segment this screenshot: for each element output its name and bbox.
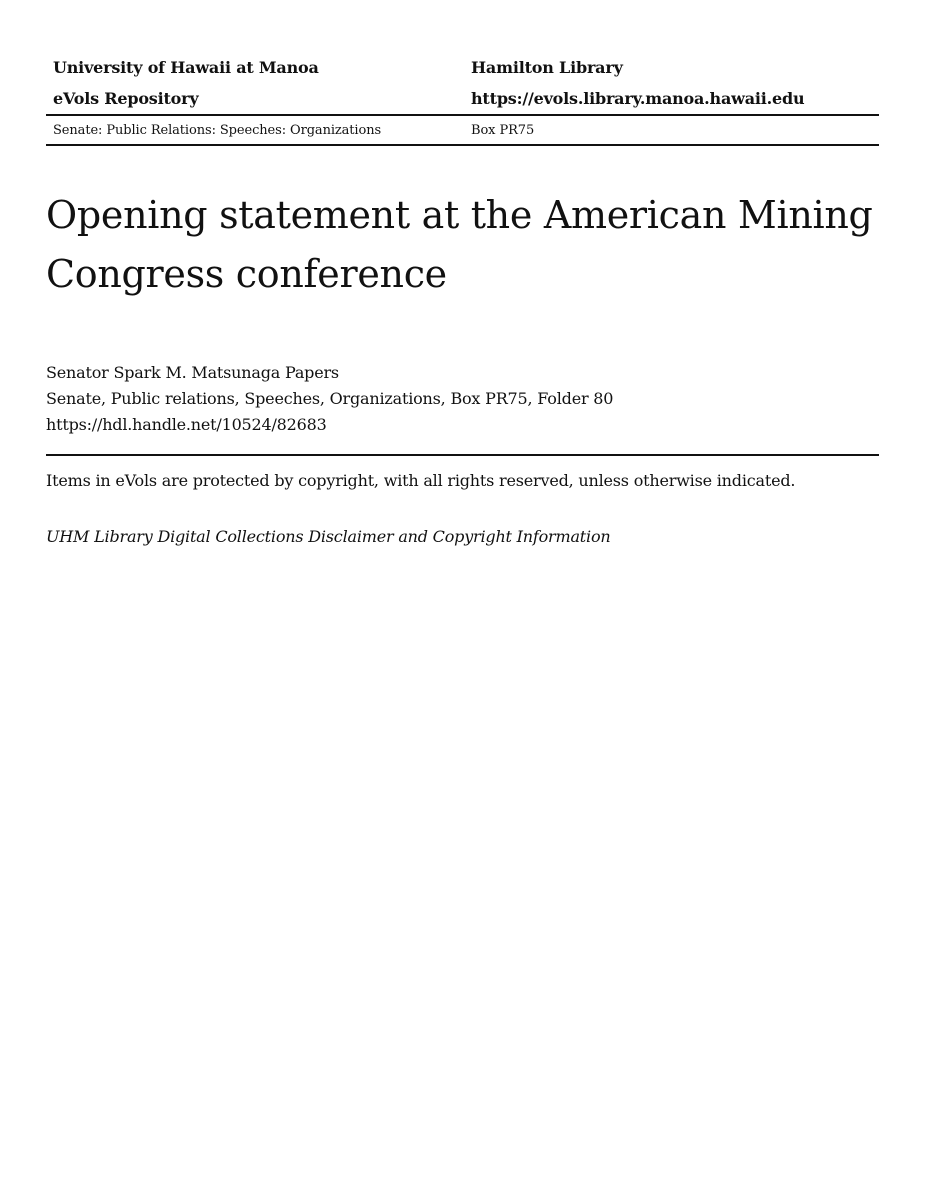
document-title: Opening statement at the American Mining Congress conference: [46, 193, 873, 296]
copyright-notice: Items in eVols are protected by copyright, with all rights reserved, unless otherwise indicated.: [46, 471, 796, 490]
section-divider: [46, 454, 879, 456]
repository-url-link[interactable]: https://evols.library.manoa.hawaii.edu: [471, 89, 805, 108]
handle-link[interactable]: https://hdl.handle.net/10524/82683: [46, 415, 327, 434]
institution-name: University of Hawaii at Manoa: [53, 58, 319, 77]
header-row-2: [46, 83, 879, 114]
document-header: [46, 52, 879, 146]
box-label: Box PR75: [471, 122, 535, 138]
repository-name: eVols Repository: [53, 89, 199, 108]
disclaimer-link[interactable]: UHM Library Digital Collections Disclaimer and Copyright Information: [46, 527, 611, 546]
library-name: Hamilton Library: [471, 58, 623, 77]
series-path: Senate: Public Relations: Speeches: Organizations: [53, 122, 382, 138]
document-metadata: [46, 360, 879, 438]
header-row-3: [46, 116, 879, 144]
header-row-1: [46, 52, 879, 83]
folder-location: Senate, Public relations, Speeches, Organizations, Box PR75, Folder 80: [46, 389, 614, 408]
header-divider-bottom: [46, 144, 879, 146]
collection-name: Senator Spark M. Matsunaga Papers: [46, 363, 339, 382]
